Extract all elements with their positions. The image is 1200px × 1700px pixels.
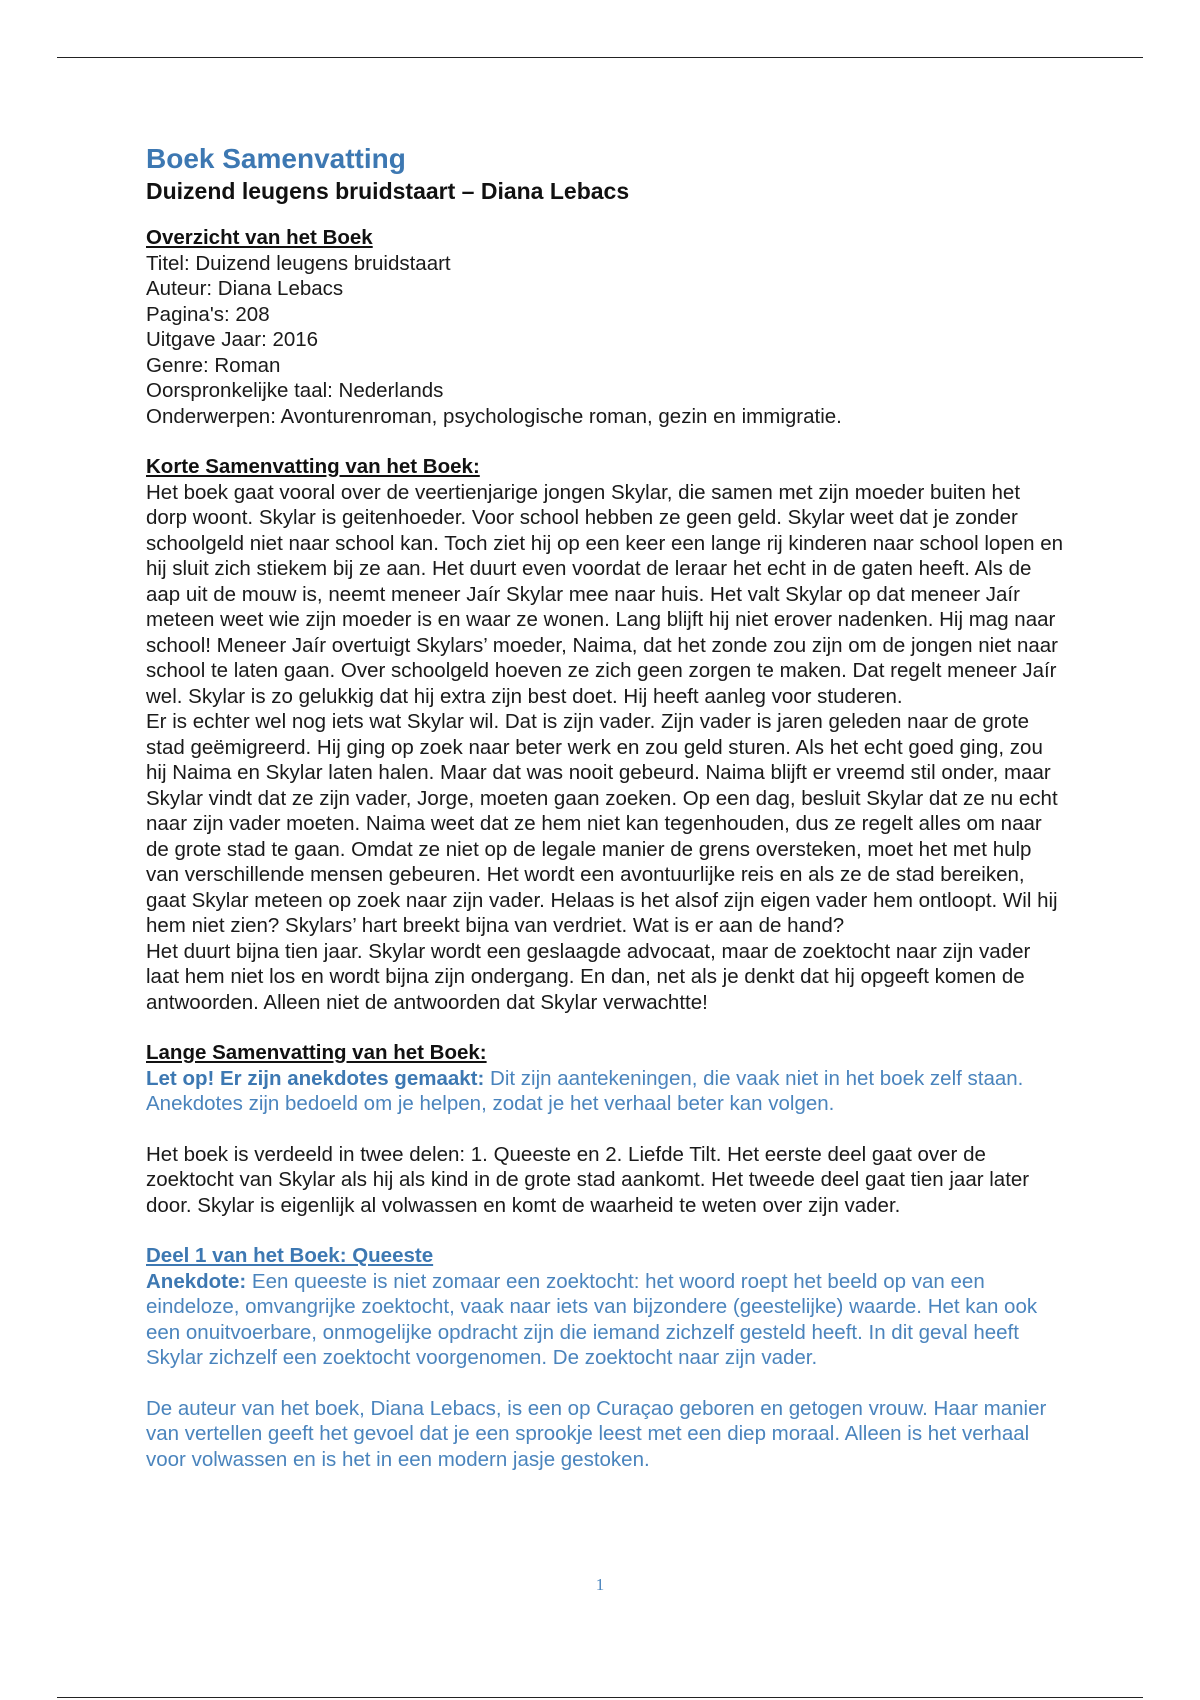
author-note: De auteur van het boek, Diana Lebacs, is een op Curaçao geboren en getogen vrouw. Haar manier van vertellen geeft het gevoel dat je een sprookje leest met een diep moraal. Alleen is het verhaal voor volwassen en is het in een modern jasje gestoken. bbox=[146, 1396, 1047, 1471]
part-one-anecdote-text: Een queeste is niet zomaar een zoektocht: het woord roept het beeld op van een eindeloze, omvangrijke zoektocht, vaak naar iets van bijzondere (geestelijke) waarde. Het kan ook een onuitvoerbare, onmogelijke opdracht zijn die iemand zichzelf gesteld heeft. In dit geval heeft Skylar zichzelf een zoektocht voorgenomen. De zoektocht naar zijn vader. bbox=[146, 1269, 1038, 1369]
info-pages: Pagina's: 208 bbox=[146, 302, 270, 326]
overview-heading: Overzicht van het Boek bbox=[146, 226, 373, 249]
info-author: Auteur: Diana Lebacs bbox=[146, 277, 344, 300]
short-summary-section bbox=[146, 454, 1066, 1015]
anecdote-note bbox=[146, 1066, 1066, 1117]
info-subjects: Onderwerpen: Avonturenroman, psychologische roman, gezin en immigratie. bbox=[146, 404, 842, 428]
part-one-section bbox=[146, 1243, 1066, 1472]
part-one-heading: Deel 1 van het Boek: Queeste bbox=[146, 1244, 434, 1267]
short-summary-heading: Korte Samenvatting van het Boek: bbox=[146, 455, 480, 478]
page-number: 1 bbox=[595, 1575, 605, 1594]
short-summary-paragraph: Het boek gaat vooral over de veertienjarige jongen Skylar, die samen met zijn moeder buiten het dorp woont. Skylar is geitenhoeder. Voor school hebben ze geen geld. Skylar weet dat je zonder schoolgeld niet naar school kan. Toch ziet hij op een keer een lange rij kinderen naar school lopen en hij sluit zich stiekem bij ze aan. Het duurt even voordat de leraar het echt in de gaten heeft. Als de aap uit de mouw is, neemt meneer Jaír Skylar mee naar huis. Het valt Skylar op dat meneer Jaír meteen weet wie zijn moeder is en waar ze wonen. Lang blijft hij niet erover nadenken. Hij mag naar school! Meneer Jaír overtuigt Skylars’ moeder, Naima, dat het zonde zou zijn om de jongen niet naar school te laten gaan. Over schoolgeld hoeven ze zich geen zorgen te maken. Dat regelt meneer Jaír wel. Skylar is zo gelukkig dat hij extra zijn best doet. Hij heeft aanleg voor studeren. bbox=[146, 480, 1064, 708]
overview-list bbox=[146, 251, 1066, 430]
long-summary-intro: Het boek is verdeeld in twee delen: 1. Queeste en 2. Liefde Tilt. Het eerste deel gaat over de zoektocht van Skylar als hij als kind in de grote stad aankomt. Het tweede deel gaat tien jaar later door. Skylar is eigenlijk al volwassen en komt de waarheid te weten over zijn vader. bbox=[146, 1142, 1030, 1217]
overview-section bbox=[146, 225, 1066, 429]
page-content bbox=[146, 142, 1066, 1472]
anecdote-note-label: Let op! Er zijn anekdotes gemaakt: bbox=[146, 1066, 485, 1090]
part-one-anecdote bbox=[146, 1269, 1066, 1371]
document-subtitle: Duizend leugens bruidstaart – Diana Lebacs bbox=[146, 178, 630, 204]
info-title: Titel: Duizend leugens bruidstaart bbox=[146, 251, 451, 275]
top-rule bbox=[57, 57, 1143, 58]
bottom-rule bbox=[57, 1697, 1143, 1698]
info-year: Uitgave Jaar: 2016 bbox=[146, 328, 319, 351]
anecdote-note-text: Dit zijn aantekeningen, die vaak niet in het boek zelf staan. Anekdotes zijn bedoeld om je helpen, zodat je het verhaal beter kan volgen. bbox=[146, 1066, 1024, 1115]
info-genre: Genre: Roman bbox=[146, 353, 281, 377]
short-summary-paragraph: Het duurt bijna tien jaar. Skylar wordt een geslaagde advocaat, maar de zoektocht naar zijn vader laat hem niet los en wordt bijna zijn ondergang. En dan, net als je denkt dat hij opgeeft komen de antwoorden. Alleen niet de antwoorden dat Skylar verwachtte! bbox=[146, 939, 1031, 1014]
short-summary-paragraph: Er is echter wel nog iets wat Skylar wil. Dat is zijn vader. Zijn vader is jaren geleden naar de grote stad geëmigreerd. Hij ging op zoek naar beter werk en zou geld sturen. Als het echt goed ging, zou hij Naima en Skylar laten halen. Maar dat was nooit gebeurd. Naima blijft er vreemd stil onder, maar Skylar vindt dat ze zijn vader, Jorge, moeten gaan zoeken. Op een dag, besluit Skylar dat ze nu echt naar zijn vader moeten. Naima weet dat ze hem niet kan tegenhouden, dus ze regelt alles om naar de grote stad te gaan. Omdat ze niet op de legale manier de grens oversteken, moet het met hulp van verschillende mensen gebeuren. Het wordt een avontuurlijke reis en als ze de stad bereiken, gaat Skylar meteen op zoek naar zijn vader. Helaas is het alsof zijn eigen vader hem ontloopt. Wil hij hem niet zien? Skylars’ hart breekt bijna van verdriet. Wat is er aan de hand? bbox=[146, 710, 1058, 937]
long-summary-section bbox=[146, 1040, 1066, 1218]
long-summary-heading: Lange Samenvatting van het Boek: bbox=[146, 1041, 487, 1064]
document-title: Boek Samenvatting bbox=[146, 143, 406, 174]
part-one-anecdote-label: Anekdote: bbox=[146, 1269, 247, 1293]
info-language: Oorspronkelijke taal: Nederlands bbox=[146, 379, 444, 402]
